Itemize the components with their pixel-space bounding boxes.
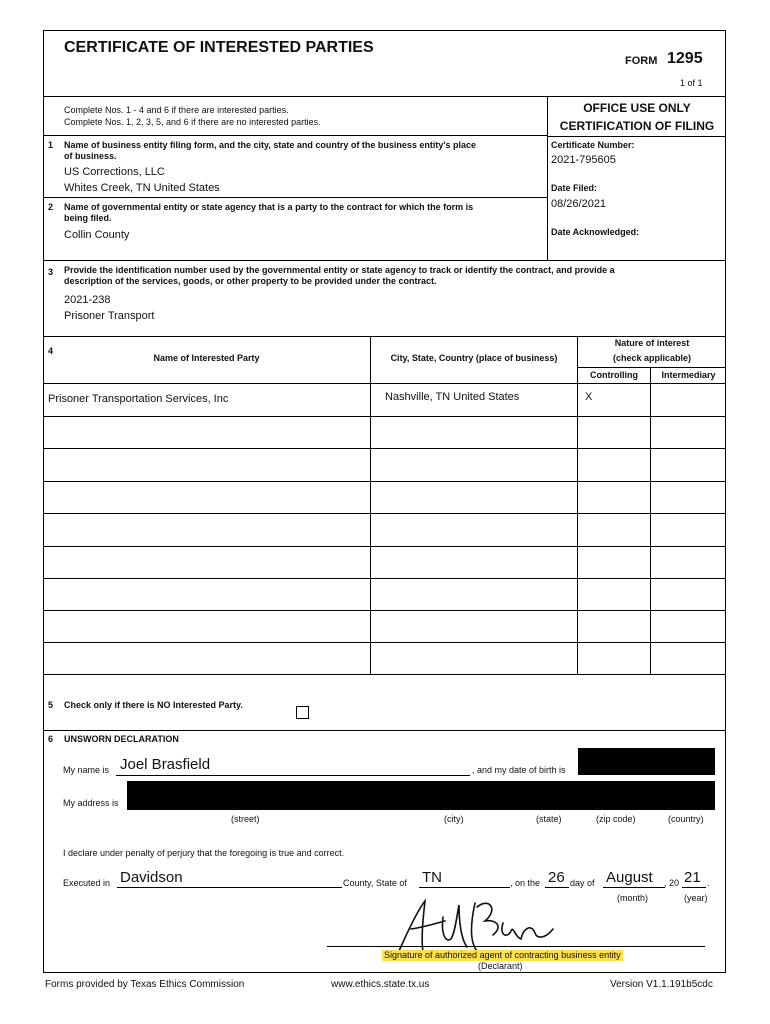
governmental-entity-value: Collin County <box>64 229 130 241</box>
declaration-text: I declare under penalty of perjury that the foregoing is true and correct. <box>63 848 345 858</box>
zip-caption: (zip code) <box>596 814 636 824</box>
section-6-label: UNSWORN DECLARATION <box>64 734 179 744</box>
certificate-number-value: 2021-795605 <box>551 154 616 166</box>
redacted-address <box>127 781 715 810</box>
my-address-is-label: My address is <box>63 798 119 808</box>
section-5-number: 5 <box>48 700 54 710</box>
no-interested-party-checkbox[interactable] <box>296 706 309 719</box>
business-entity-name: US Corrections, LLC <box>64 166 165 178</box>
date-filed-label: Date Filed: <box>551 183 598 193</box>
contract-id-value: 2021-238 <box>64 294 111 306</box>
col-header-intermediary: Intermediary <box>661 370 716 380</box>
col-header-nature: Nature of interest <box>614 338 690 348</box>
page-number: 1 of 1 <box>680 78 703 88</box>
dob-label: , and my date of birth is <box>472 765 566 775</box>
col-header-check: (check applicable) <box>612 353 692 363</box>
year-prefix: , 20 <box>664 878 680 888</box>
executed-in-label: Executed in <box>63 878 111 888</box>
interested-party-name: Prisoner Transportation Services, Inc <box>48 393 229 405</box>
section-6-number: 6 <box>48 734 54 744</box>
my-name-is-label: My name is <box>63 765 110 775</box>
footer-website[interactable]: www.ethics.state.tx.us <box>331 979 430 990</box>
instructions-line-2: Complete Nos. 1, 2, 3, 5, and 6 if there are no interested parties. <box>64 117 321 127</box>
state-caption: (state) <box>536 814 562 824</box>
date-filed-value: 08/26/2021 <box>551 198 607 210</box>
redacted-dob <box>578 748 715 775</box>
controlling-mark: X <box>585 391 593 403</box>
section-1-label-line-2: of business. <box>64 151 117 161</box>
col-header-controlling: Controlling <box>590 370 638 380</box>
year-caption: (year) <box>684 893 708 903</box>
instructions-line-1: Complete Nos. 1 - 4 and 6 if there are interested parties. <box>64 105 289 115</box>
section-1-label-line-1: Name of business entity filing form, and the city, state and country of the business entity's place <box>64 140 477 150</box>
street-caption: (street) <box>231 814 260 824</box>
state-value: TN <box>422 869 442 886</box>
declarant-caption: (Declarant) <box>478 961 523 971</box>
section-3-number: 3 <box>48 267 54 277</box>
section-2-label-line-2: being filed. <box>64 213 112 223</box>
city-caption: (city) <box>444 814 464 824</box>
footer-version: Version V1.1.191b5cdc <box>610 979 713 990</box>
declarant-name: Joel Brasfield <box>120 756 211 773</box>
certificate-number-label: Certificate Number: <box>551 140 635 150</box>
form-number: 1295 <box>667 50 703 67</box>
year-end: . <box>707 878 710 888</box>
county-value: Davidson <box>120 869 183 886</box>
business-entity-location: Whites Creek, TN United States <box>64 182 220 194</box>
contract-description-value: Prisoner Transport <box>64 310 155 322</box>
date-acknowledged-label: Date Acknowledged: <box>551 227 640 237</box>
year-value: 21 <box>684 869 701 886</box>
on-the-label: , on the <box>510 878 541 888</box>
section-5-label: Check only if there is NO Interested Party. <box>64 700 243 710</box>
signature-label: Signature of authorized agent of contracting business entity <box>384 950 621 960</box>
section-4-number: 4 <box>48 346 54 356</box>
col-header-party: Name of Interested Party <box>153 353 260 363</box>
month-caption: (month) <box>617 893 649 903</box>
section-1-number: 1 <box>48 140 54 150</box>
section-2-number: 2 <box>48 202 54 212</box>
section-2-label-line-1: Name of governmental entity or state agency that is a party to the contract for which the form is <box>64 202 474 212</box>
section-3-label-line-2: description of the services, goods, or other property to be provided under the contract. <box>64 276 437 286</box>
day-of-label: day of <box>570 878 595 888</box>
footer-provider: Forms provided by Texas Ethics Commission <box>45 979 245 990</box>
certification-title: CERTIFICATION OF FILING <box>559 119 715 133</box>
county-state-label: County, State of <box>343 878 407 888</box>
office-use-title: OFFICE USE ONLY <box>583 101 691 115</box>
section-3-label-line-1: Provide the identification number used by the governmental entity or state agency to track or identify the contract, and provide a <box>64 265 615 275</box>
col-header-city: City, State, Country (place of business) <box>390 353 558 363</box>
form-label: FORM <box>625 55 658 67</box>
form-title: CERTIFICATE OF INTERESTED PARTIES <box>64 39 374 56</box>
day-value: 26 <box>548 869 565 886</box>
interested-party-city: Nashville, TN United States <box>385 391 520 403</box>
country-caption: (country) <box>668 814 704 824</box>
month-value: August <box>606 869 653 886</box>
